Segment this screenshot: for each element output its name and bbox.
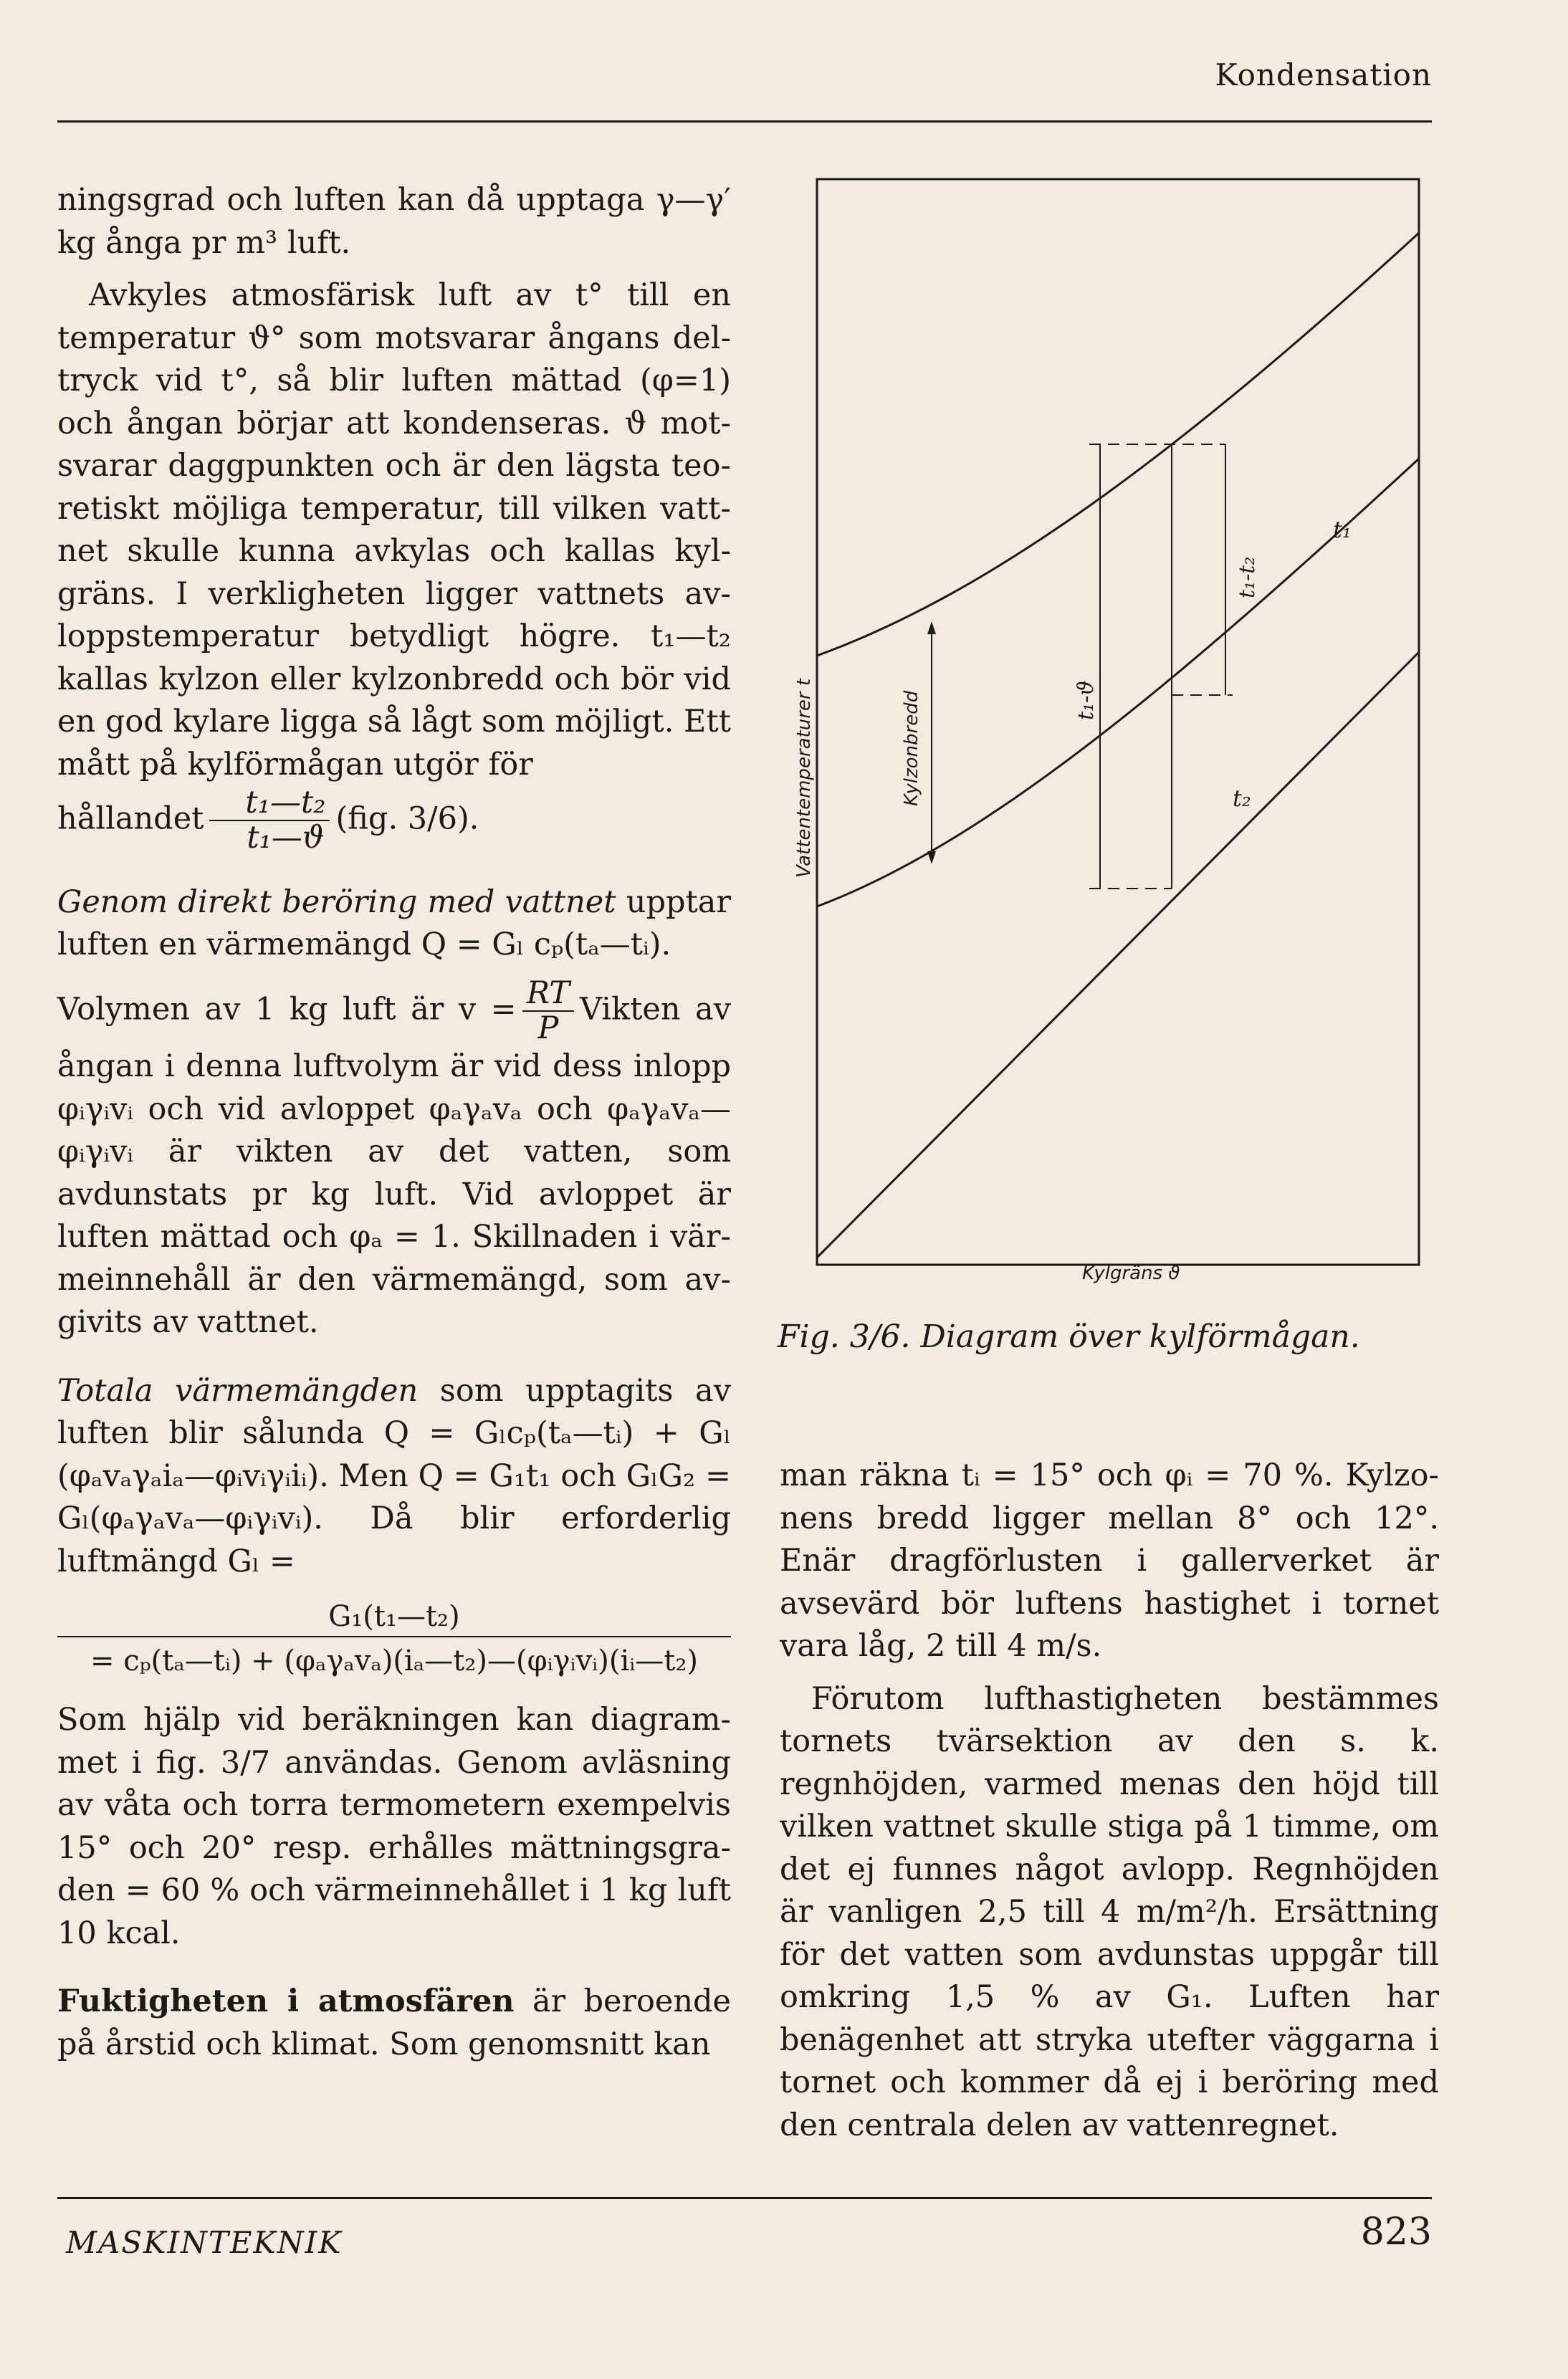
paragraph-3-text: upptar luften en värmemängd Q = Gₗ cₚ(tₐ—tᵢ).: [57, 884, 731, 963]
paragraph-6: Som hjälp vid beräkningen kan diagrammet i fig. 3/7 användas. Genom avläsning av våta och torra termometern exempelvis 15° och 20° resp. erhålles mättningsgraden = 60 % och värmeinnehållet i 1 kg luft 10 kcal.: [57, 1702, 731, 1951]
paragraph-1: ningsgrad och luften kan då upptaga γ—γ′ kg ånga pr m³ luft.: [57, 182, 731, 261]
header-rule: [57, 120, 1432, 123]
paragraph-2: [57, 274, 731, 856]
cooling-diagram: [793, 176, 1426, 1284]
dim-t1-theta-label: t₁-ϑ: [1074, 680, 1099, 720]
dim-t1-t2-label: t₁-t₂: [1235, 556, 1260, 598]
formula-equals: =: [90, 1645, 115, 1678]
y-axis-label: Vattentemperaturer t: [793, 678, 815, 878]
paragraph-7-lead: Fuktigheten i atmosfären: [57, 1983, 515, 2020]
right-paragraph-2: Förutom lufthastigheten bestämmes tornets tvärsektion av den s. k. regnhöjden, varmed menas den höjd till vilken vattnet skulle stiga på 1 timme, om det ej funnes något avlopp. Regnhöjden är vanligen 2,5 till 4 m/m²/h. Ersättning för det vatten som avdunstas uppgår till omkring 1,5 % av G₁. Luften har benägenhet att stryka utefter väggarna i tornet och kommer då ej i beröring med den centrala delen av vattenregnet.: [780, 1680, 1439, 2143]
paragraph-4-lead: Volymen av 1 kg luft är v =: [57, 990, 517, 1027]
paragraph-2-tail: hållandet: [57, 800, 204, 837]
paragraph-7-text: är beroende på årstid och klimat. Som genomsnitt kan: [57, 1983, 732, 2062]
x-axis-label: Kylgräns ϑ: [1082, 1263, 1180, 1284]
band-arrow-head-bottom: [927, 851, 936, 864]
volume-fraction: [522, 977, 574, 1046]
ratio-denominator: t₁—ϑ: [247, 820, 325, 856]
paragraph-3: [57, 881, 731, 967]
volume-numerator: RT: [522, 977, 574, 1012]
journal-name: MASKINTEKNIK: [66, 2225, 343, 2260]
paragraph-5-lead: Totala värmemängden: [57, 1372, 419, 1409]
air-quantity-formula: [57, 1597, 731, 1680]
ratio-numerator: t₁—t₂: [209, 786, 330, 821]
paragraph-3-lead: Genom direkt beröring med vattnet: [57, 884, 616, 920]
volume-denominator: P: [537, 1010, 559, 1046]
paragraph-5: [57, 1370, 731, 1584]
footer-rule: [57, 2197, 1432, 2199]
formula-denominator: [57, 1636, 731, 1680]
curve-t2: [817, 459, 1419, 906]
paragraph-4: [57, 977, 731, 1344]
paragraph-2-figref: (fig. 3/6).: [335, 800, 479, 837]
paragraph-2-text: Avkyles atmosfärisk luft av t° till en temperatur ϑ° som motsvarar ångans deltryck vid t°, så blir luften mättad (φ=1) och ångan börjar att kondenseras. ϑ motsvarar daggpunkten och är den lägsta teoretiskt möjliga temperatur, till vilken vattnet skulle kunna avkylas och kallas kylgräns. I verkligheten ligger vattnets avloppstemperatur betydligt högre. t₁—t₂ kallas kylzon eller kylzonbredd och bör vid en god kylare ligga så lågt som möjligt. Ett mått på kylförmågan utgör för: [57, 277, 731, 782]
right-paragraph-1: man räkna tᵢ = 15° och φᵢ = 70 %. Kylzonens bredd ligger mellan 8° och 12°. Enär dragförlusten i gallerverket är avsevärd bör luftens hastighet i tornet vara låg, 2 till 4 m/s.: [780, 1457, 1439, 1664]
figure-3-6: [793, 176, 1426, 1284]
curve-t1-label: t₁: [1333, 516, 1352, 543]
formula-denominator-text: cₚ(tₐ—tᵢ) + (φₐγₐvₐ)(iₐ—t₂)—(φᵢγᵢvᵢ)(iᵢ—t₂): [123, 1645, 698, 1678]
paragraph-4-text: Vikten av ångan i denna luftvolym är vid dess inlopp φᵢγᵢvᵢ och vid avloppet φₐγₐvₐ och φₐγₐvₐ—φᵢγᵢvᵢ är vikten av det vatten, som avdunstats pr kg luft. Vid avloppet är luften mättad och φₐ = 1. Skillnaden i värmeinnehåll är den värmemängd, som avgivits av vattnet.: [57, 990, 731, 1341]
band-arrow-head-top: [927, 621, 936, 634]
ratio-fraction: [209, 786, 330, 856]
running-header: Kondensation: [1215, 57, 1432, 92]
band-label: Kylzonbredd: [901, 690, 922, 806]
paragraph-7: [57, 1981, 731, 2066]
paragraph-5-text: som upptagits av luften blir sålunda Q = Gₗcₚ(tₐ—tᵢ) + Gₗ (φₐvₐγₐiₐ—φᵢvᵢγᵢiᵢ). Men Q = G₁t₁ och GₗG₂ = Gₗ(φₐγₐvₐ—φᵢγᵢvᵢ). Då blir erforderlig luftmängd Gₗ =: [57, 1372, 731, 1579]
left-column: [57, 179, 731, 2076]
formula-numerator: G₁(t₁—t₂): [328, 1600, 460, 1634]
page-number: 823: [1360, 2211, 1432, 2254]
curve-t2-label: t₂: [1233, 785, 1251, 812]
right-column: [780, 1455, 1439, 2157]
figure-caption: Fig. 3/6. Diagram över kylförmågan.: [778, 1318, 1360, 1355]
